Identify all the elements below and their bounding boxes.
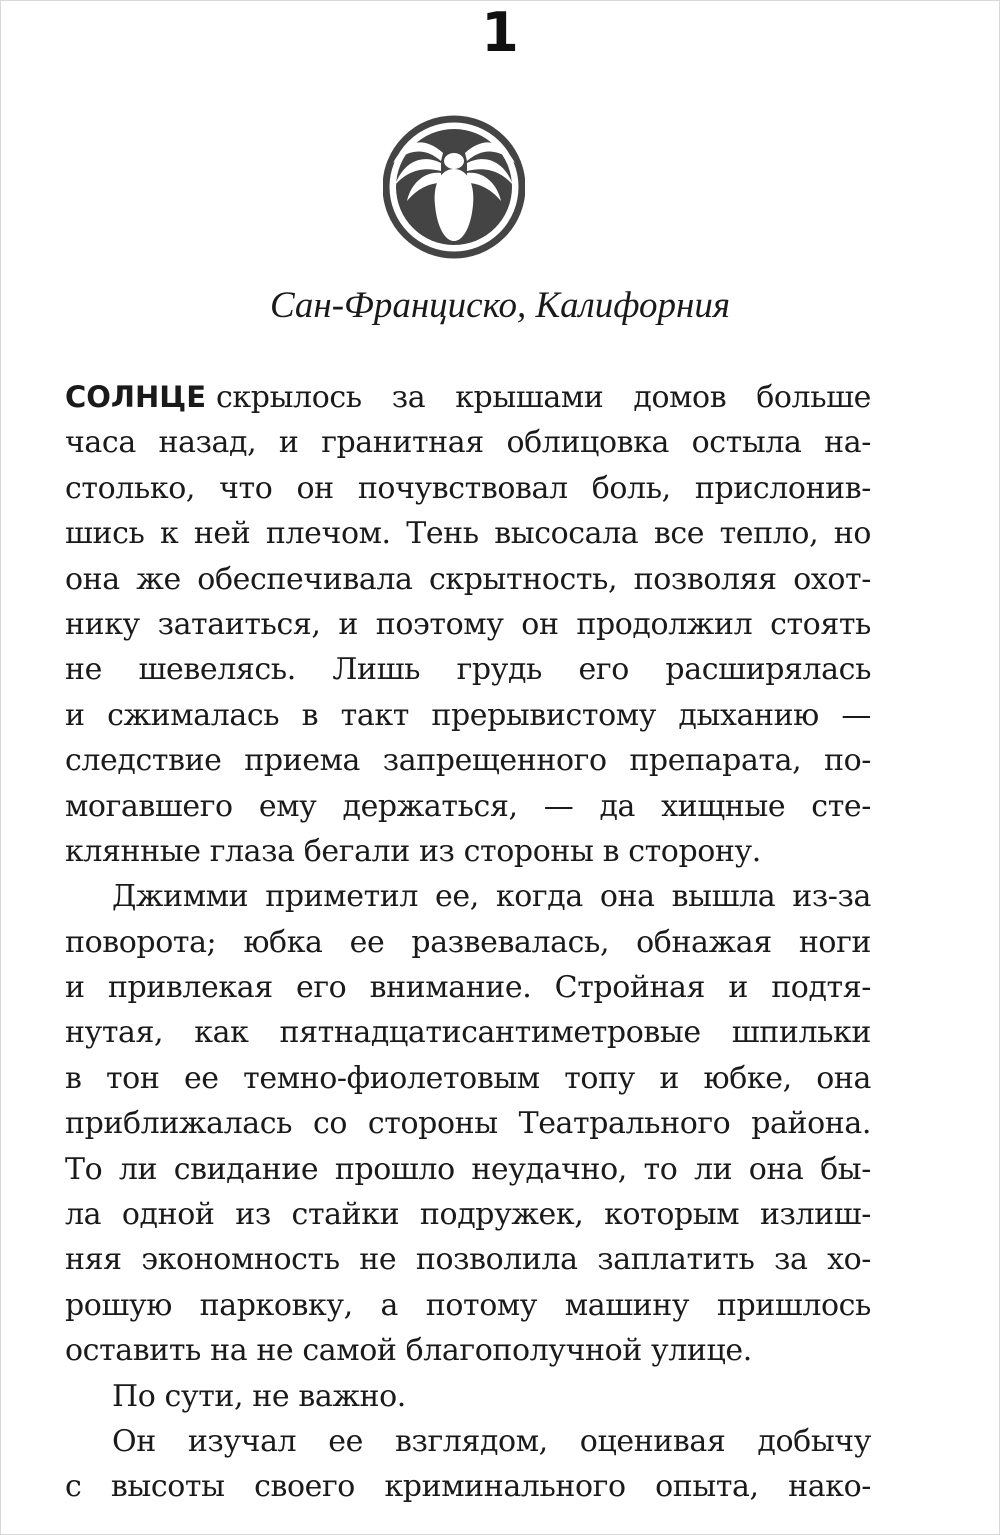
text-line: и сжималась в такт прерывистому дыханию —: [65, 697, 871, 733]
lead-word: СОЛНЦЕ: [65, 380, 207, 414]
text-line: следствие приема запрещенного препарата, по-: [65, 743, 871, 779]
text-line: с высоты своего криминального опыта, нако-: [65, 1469, 871, 1505]
text-line: нутая, как пятнадцатисантиметровые шпильки: [65, 1015, 871, 1051]
text-line: СОЛНЦЕ скрылось за крышами домов больше: [65, 380, 871, 415]
text-line: клянные глаза бегали из стороны в сторону.: [65, 833, 761, 869]
text-line: Джимми приметил ее, когда она вышла из-за: [112, 879, 871, 915]
text-line: То ли свидание прошло неудачно, то ли она бы-: [65, 1151, 871, 1187]
text-line: в тон ее темно-фиолетовым топу и юбке, она: [65, 1060, 871, 1096]
text-line: столько, что он почувствовал боль, прислонив-: [65, 470, 871, 506]
text-line: нику затаиться, и поэтому он продолжил стоять: [65, 606, 871, 642]
chapter-number: 1: [481, 1, 519, 64]
text-line: приближалась со стороны Театрального района.: [65, 1106, 871, 1142]
text-line: могавшего ему держаться, — да хищные сте-: [65, 788, 871, 824]
text-line: рошую парковку, а потому машину пришлось: [65, 1287, 871, 1323]
body-text: [65, 375, 871, 1510]
text-line: ла одной из стайки подружек, которым излиш-: [65, 1197, 871, 1233]
text-line: и привлекая его внимание. Стройная и подтя-: [65, 970, 871, 1006]
text-line: оставить на не самой благополучной улице.: [65, 1333, 752, 1369]
text-line: часа назад, и гранитная облицовка остыла на-: [65, 425, 871, 461]
spider-emblem-icon: [383, 101, 525, 273]
text-line: По сути, не важно.: [112, 1378, 406, 1414]
text-line: поворота; юбка ее развевалась, обнажая ноги: [65, 924, 871, 960]
location-heading: Сан-Франциско, Калифорния: [269, 285, 731, 326]
text-line: няя экономность не позволила заплатить за хо-: [65, 1242, 871, 1278]
text-line: шись к ней плечом. Тень высосала все тепло, но: [65, 516, 871, 552]
text-line: не шевелясь. Лишь грудь его расширялась: [65, 652, 871, 688]
text-line: она же обеспечивала скрытность, позволяя охот-: [65, 561, 871, 597]
text-line: Он изучал ее взглядом, оценивая добычу: [112, 1423, 871, 1459]
